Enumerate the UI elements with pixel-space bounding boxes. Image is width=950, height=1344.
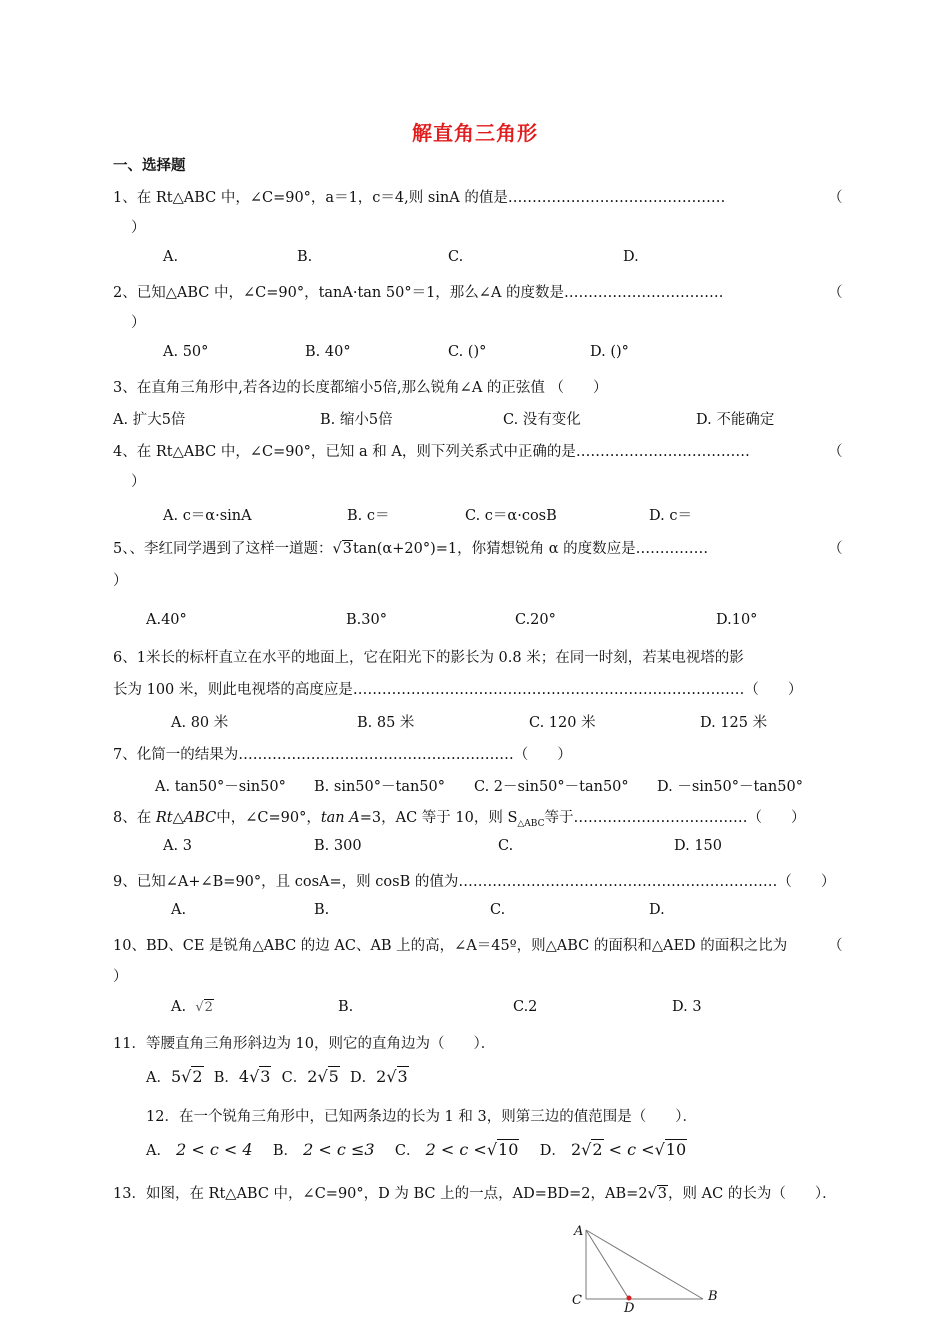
question-2-option-c: C. ()° — [448, 344, 487, 360]
question-8-text-pre: 8、在 — [113, 810, 156, 826]
question-4-option-d: D. c＝ — [649, 508, 692, 524]
question-12-text: 12．在一个锐角三角形中，已知两条边的长为 1 和 3，则第三边的值范围是（ ）． — [146, 1109, 697, 1125]
question-9-option-c: C. — [490, 902, 506, 918]
question-6-line-2: 长为 100 米，则此电视塔的高度应是………………………………………………………………………（ ） — [113, 682, 803, 698]
question-4-text: 4、在 Rt△ABC 中，∠C=90°，已知 a 和 A，则下列关系式中正确的是……………………………… — [113, 444, 750, 460]
question-11-text: 11．等腰直角三角形斜边为 10，则它的直角边为（ ）． — [113, 1036, 496, 1052]
question-8-text-post: =3，AC 等于 10，则 S — [359, 810, 518, 826]
question-6-option-b: B. 85 米 — [357, 715, 415, 731]
question-9-option-d: D. — [649, 902, 665, 918]
question-8-sub: △ABC — [517, 818, 545, 829]
question-8-tan: tan A — [320, 810, 360, 826]
question-8-text-end: 等于………………………………（ ） — [544, 810, 806, 826]
question-10-option-c: C.2 — [513, 999, 538, 1015]
page-title: 解直角三角形 — [412, 121, 538, 145]
question-4-option-c: C. c＝α·cosB — [465, 508, 557, 524]
question-7-option-d: D. －sin50°－tan50° — [657, 779, 803, 795]
triangle-figure — [568, 1222, 728, 1322]
question-7-option-c: C. 2－sin50°－tan50° — [474, 779, 629, 795]
question-6-option-c: C. 120 米 — [529, 715, 596, 731]
question-8-option-d: D. 150 — [674, 838, 723, 854]
question-5-option-d: D.10° — [716, 612, 758, 628]
question-7-option-b: B. sin50°－tan50° — [314, 779, 446, 795]
label-b: B — [708, 1289, 718, 1304]
question-11-options: A．5√2 B．4√3 C．2√5 D．2√3 — [146, 1067, 408, 1086]
question-5-paren-open: （ — [828, 541, 843, 557]
question-5-option-a: A.40° — [146, 612, 187, 628]
question-9-option-a: A. — [171, 902, 187, 918]
question-10-text: 10、BD、CE 是锐角△ABC 的边 AC、AB 上的高，∠A＝45º，则△ABC 的面积和△AED 的面积之比为 — [113, 938, 788, 954]
question-5-text-pre: 5、、李红同学遇到了这样一道题： — [113, 541, 333, 557]
question-1-option-d: D. — [623, 249, 639, 265]
sqrt-3: √3 — [332, 541, 352, 557]
question-7-text: 7、化简一的结果为…………………………………………………（ ） — [113, 747, 572, 763]
question-8-option-a: A. 3 — [163, 838, 192, 854]
question-3-option-c: C. 没有变化 — [503, 412, 581, 428]
question-1-option-b: B. — [297, 249, 313, 265]
question-4-paren-open: （ — [828, 444, 843, 460]
question-5-option-b: B.30° — [346, 612, 387, 628]
sqrt-2: √2 — [195, 1000, 213, 1015]
question-2-option-d: D. ()° — [590, 344, 629, 360]
question-1-text: 1、在 Rt△ABC 中，∠C=90°，a＝1，c＝4,则 sinA 的值是……………………………………… — [113, 190, 726, 206]
question-2-option-a: A. 50° — [163, 344, 209, 360]
question-2-paren-close: ） — [131, 315, 146, 331]
section-heading: 一、选择题 — [113, 158, 186, 174]
question-5-option-c: C.20° — [515, 612, 556, 628]
question-3-text: 3、在直角三角形中,若各边的长度都缩小5倍,那么锐角∠A 的正弦值 （ ） — [113, 380, 608, 396]
question-8-option-b: B. 300 — [314, 838, 362, 854]
question-8-text — [113, 806, 805, 829]
question-8-option-c: C. — [498, 838, 514, 854]
question-3-option-a: A. 扩大5倍 — [113, 412, 186, 428]
question-4-option-b: B. c＝ — [347, 508, 390, 524]
question-4-paren-close: ） — [131, 474, 146, 490]
label-c: C — [572, 1293, 582, 1308]
question-8-text-mid: 中，∠C=90°， — [216, 810, 321, 826]
question-8-rt: Rt△ABC — [155, 810, 217, 826]
question-1-paren-open: （ — [828, 190, 843, 206]
question-10-option-b: B. — [338, 999, 354, 1015]
question-10-option-d: D. 3 — [672, 999, 702, 1015]
question-1-option-c: C. — [448, 249, 464, 265]
question-7-option-a: A. tan50°－sin50° — [155, 779, 286, 795]
question-6-line-1: 6、1米长的标杆直立在水平的地面上，它在阳光下的影长为 0.8 米；在同一时刻，若某电视塔的影 — [113, 650, 744, 666]
side-ab — [586, 1230, 703, 1299]
question-5-text-post: tan(α+20°)=1，你猜想锐角 α 的度数应是…………… — [352, 541, 709, 557]
question-10-paren-close: ） — [113, 969, 128, 985]
label-a: A — [574, 1224, 584, 1239]
segment-ad — [586, 1230, 629, 1299]
question-3-option-d: D. 不能确定 — [696, 412, 775, 428]
question-6-option-d: D. 125 米 — [700, 715, 768, 731]
question-12-options: A． 2 < c < 4 B． 2 < c ≤3 C． 2 < c <√10 D． 2√2 < c <√10 — [146, 1140, 687, 1159]
question-10-paren-open: （ — [828, 938, 843, 954]
question-9-option-b: B. — [314, 902, 330, 918]
question-3-option-b: B. 缩小5倍 — [320, 412, 393, 428]
question-4-option-a: A. c＝α·sinA — [163, 508, 252, 524]
question-10-option-a: A. √2 — [171, 999, 213, 1015]
question-9-text: 9、已知∠A+∠B=90°，且 cosA=，则 cosB 的值为…………………………………………………………（ ） — [113, 874, 836, 890]
question-5-paren-close: ） — [113, 573, 128, 589]
question-13-text: 13．如图，在 Rt△ABC 中，∠C=90°，D 为 BC 上的一点，AD=BD=2，AB=2√3，则 AC 的长为（ ）． — [113, 1186, 837, 1202]
question-2-text: 2、已知△ABC 中，∠C=90°，tanA·tan 50°＝1，那么∠A 的度数是…………………………… — [113, 285, 724, 301]
question-5-text — [113, 537, 708, 558]
question-6-option-a: A. 80 米 — [171, 715, 229, 731]
question-2-option-b: B. 40° — [305, 344, 351, 360]
question-2-paren-open: （ — [828, 285, 843, 301]
question-1-option-a: A. — [163, 249, 179, 265]
question-1-paren-close: ） — [131, 220, 146, 236]
point-d — [627, 1296, 632, 1301]
label-d: D — [624, 1301, 635, 1316]
